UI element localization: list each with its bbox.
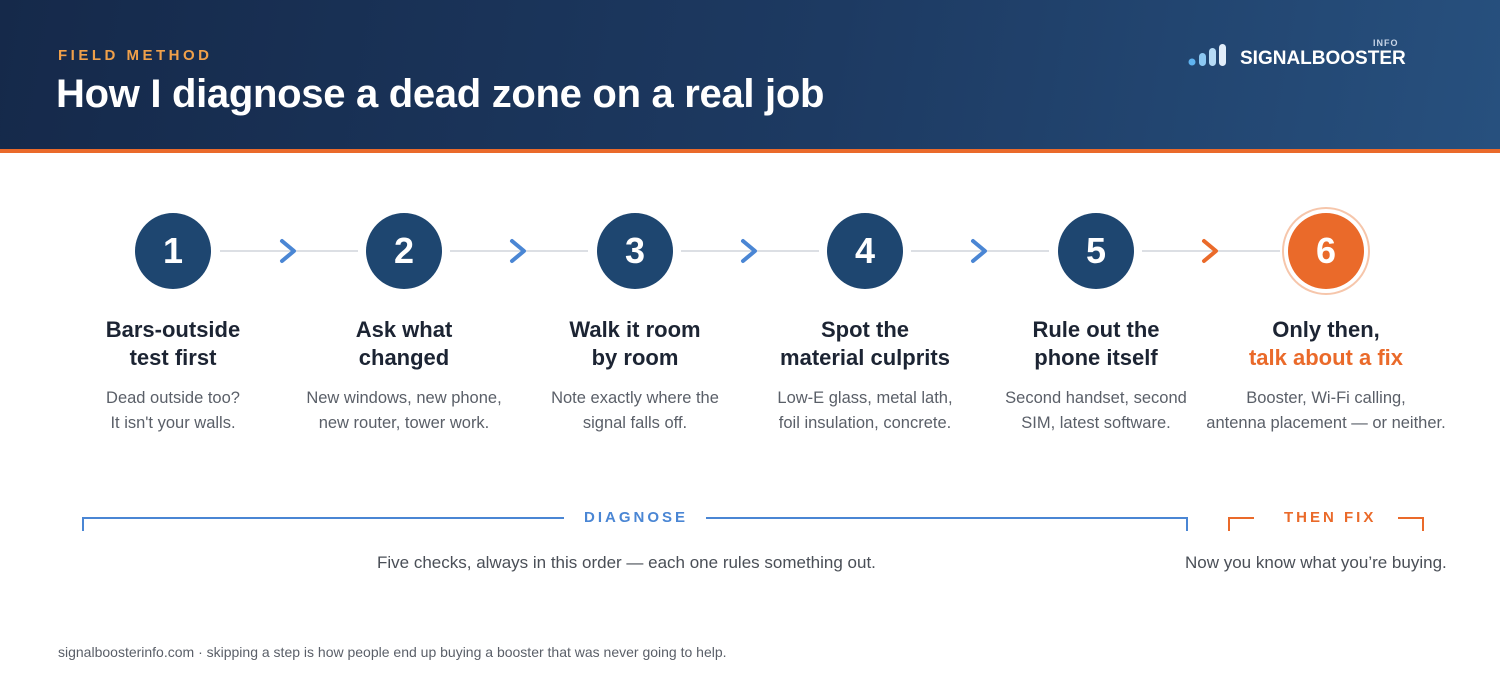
chevron-right-icon xyxy=(504,236,532,266)
step-4-desc-line-1: Low-E glass, metal lath, xyxy=(777,389,953,407)
step-5-desc-line-1: Second handset, second xyxy=(1005,389,1187,407)
step-5-title xyxy=(981,316,1211,372)
step-4-title-line-2: material culprits xyxy=(780,345,950,370)
step-4-desc-line-2: foil insulation, concrete. xyxy=(778,414,952,432)
diagnose-bracket-line-left xyxy=(82,517,564,519)
step-2-desc-line-1: New windows, new phone, xyxy=(306,389,502,407)
footer-note: signalboosterinfo.com · skipping a step is how people end up buying a booster that was never going to help. xyxy=(58,644,727,660)
step-2-description xyxy=(269,386,539,436)
fix-bracket-line-right xyxy=(1398,517,1424,519)
step-4-description xyxy=(730,386,1000,436)
step-1-circle: 1 xyxy=(135,213,211,289)
step-6-circle: 6 xyxy=(1288,213,1364,289)
step-6-desc-line-1: Booster, Wi-Fi calling, xyxy=(1246,389,1406,407)
header-accent-bar xyxy=(0,149,1500,153)
step-2-title-line-2: changed xyxy=(358,345,450,370)
logo-superscript: INFO xyxy=(1373,38,1399,48)
chevron-right-icon xyxy=(735,236,763,266)
signal-bars-icon xyxy=(1188,44,1232,68)
step-4-title xyxy=(750,316,980,372)
step-1-description xyxy=(38,386,308,436)
fix-phase-caption: Now you know what you’re buying. xyxy=(1185,553,1447,572)
step-4-circle: 4 xyxy=(827,213,903,289)
step-1-desc-line-2: It isn't your walls. xyxy=(110,414,236,432)
step-2-circle: 2 xyxy=(366,213,442,289)
step-5-desc-line-2: SIM, latest software. xyxy=(1021,414,1171,432)
step-6-title-line-1: Only then, xyxy=(1272,317,1380,342)
fix-bracket-line-left xyxy=(1228,517,1254,519)
diagnose-bracket-line-right xyxy=(706,517,1188,519)
logo-wordmark: SIGNALBOOSTER xyxy=(1240,48,1406,69)
page-title: How I diagnose a dead zone on a real job xyxy=(56,72,825,116)
fix-bracket-tick-right xyxy=(1422,517,1424,531)
step-3-title-line-2: by room xyxy=(591,345,679,370)
step-5-circle: 5 xyxy=(1058,213,1134,289)
diagnose-bracket-tick-right xyxy=(1186,517,1188,531)
step-3-desc-line-1: Note exactly where the xyxy=(551,389,719,407)
chevron-right-icon xyxy=(1196,236,1224,266)
step-6-title xyxy=(1211,316,1441,372)
step-3-title-line-1: Walk it room xyxy=(569,317,701,342)
diagnose-phase-caption: Five checks, always in this order — each one rules something out. xyxy=(377,553,876,572)
step-3-title xyxy=(520,316,750,372)
step-3-desc-line-2: signal falls off. xyxy=(582,414,688,432)
chevron-right-icon xyxy=(965,236,993,266)
diagnose-phase-label: DIAGNOSE xyxy=(584,509,689,526)
step-6-description xyxy=(1191,386,1461,436)
step-6-desc-line-2: antenna placement — or neither. xyxy=(1206,414,1446,432)
chevron-right-icon xyxy=(274,236,302,266)
step-2-title xyxy=(289,316,519,372)
logo xyxy=(1188,38,1408,72)
step-2-title-line-1: Ask what xyxy=(355,317,453,342)
fix-bracket-tick-left xyxy=(1228,517,1230,531)
step-1-desc-line-1: Dead outside too? xyxy=(106,389,240,407)
diagnose-bracket-tick-left xyxy=(82,517,84,531)
step-1-title-line-1: Bars-outside xyxy=(105,317,241,342)
eyebrow-label: FIELD METHOD xyxy=(58,47,213,64)
step-1-title-line-2: test first xyxy=(129,345,217,370)
step-6-title-line-2: talk about a fix xyxy=(1248,345,1404,370)
step-5-title-line-1: Rule out the xyxy=(1032,317,1160,342)
step-2-desc-line-2: new router, tower work. xyxy=(318,414,490,432)
fix-phase-label: THEN FIX xyxy=(1284,509,1377,526)
step-3-circle: 3 xyxy=(597,213,673,289)
step-5-title-line-2: phone itself xyxy=(1034,345,1158,370)
step-4-title-line-1: Spot the xyxy=(821,317,909,342)
step-1-title xyxy=(58,316,288,372)
